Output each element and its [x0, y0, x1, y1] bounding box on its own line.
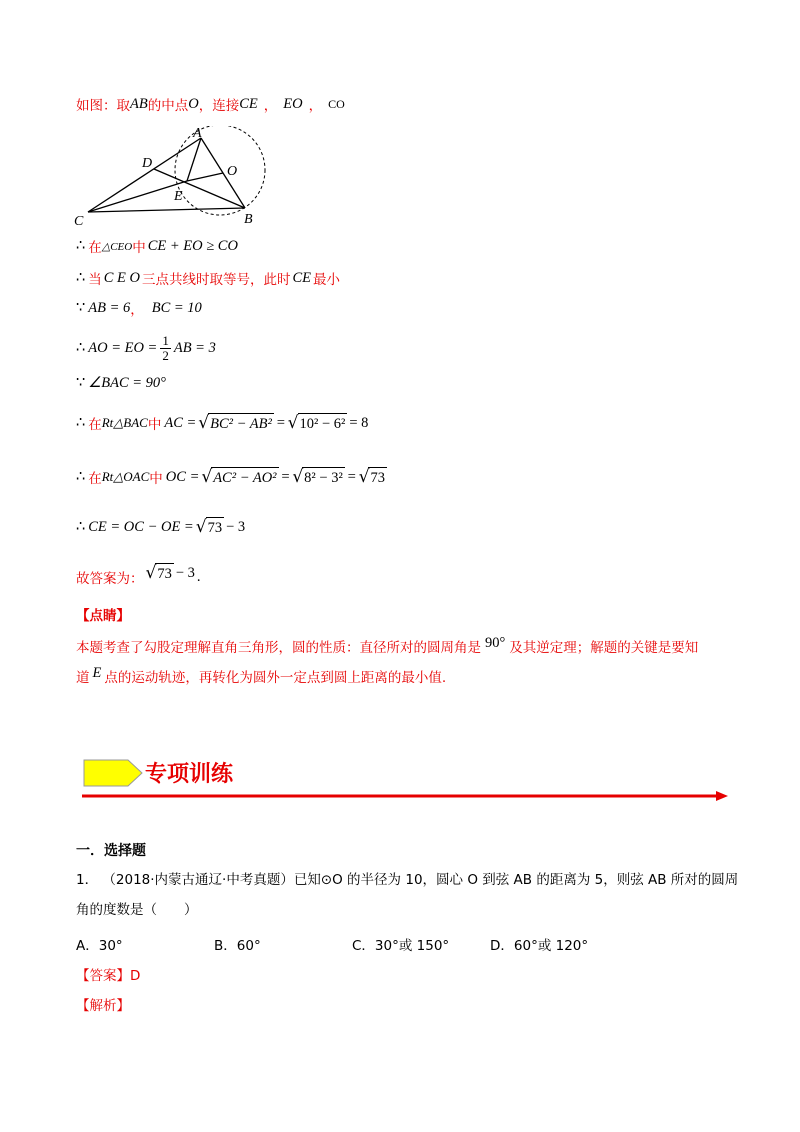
comment-line-1 [76, 634, 698, 658]
sqrt-radicand: 10² − 6² [298, 413, 348, 433]
sqrt-radicand: 73 [155, 563, 174, 583]
intro-sep2: ， [308, 98, 323, 114]
intro-prefix: 如图：取 [76, 98, 130, 114]
step-2-ce: CE [292, 269, 312, 286]
therefore-symbol: ∴ [76, 468, 86, 485]
answer-line [76, 562, 201, 592]
arrow-head-icon [716, 791, 728, 801]
fraction-half [160, 334, 171, 363]
step-6-zh2: 中 [147, 417, 162, 433]
step-5-expr: ∠BAC = 90° [88, 374, 166, 391]
sqrt-ac-ao: √ AC² − AO² [201, 467, 277, 487]
equals: = [275, 414, 286, 431]
therefore-symbol: ∴ [76, 269, 86, 286]
sqrt-10-6: √ 10² − 6² [287, 413, 346, 433]
step-6-rhs: = 8 [349, 414, 369, 431]
sqrt-radicand: 73 [368, 467, 387, 487]
section-title: 专项训练 [145, 762, 234, 787]
label-e: E [174, 189, 183, 204]
comment-text-c: 道 [76, 670, 90, 686]
step-3 [76, 296, 202, 320]
option-c: C．30°或 150° [352, 938, 450, 954]
step-5 [76, 371, 166, 395]
step-1-zh1: 在 [88, 240, 102, 256]
comment-e: E [92, 664, 102, 681]
intro-line [76, 92, 345, 116]
step-1-expr: CE + EO ≥ CO [147, 237, 238, 254]
step-3-ab: AB = 6 [88, 299, 131, 316]
sqrt-73: √ 73 [358, 467, 385, 487]
comment-text-d: 点的运动轨迹，再转化为圆外一定点到圆上距离的最小值. [104, 670, 447, 686]
sqrt-radicand: BC² − AB² [208, 413, 274, 433]
option-d: D．60°或 120° [490, 938, 589, 954]
intro-sep1: ， [263, 98, 278, 114]
option-b: B．60° [214, 938, 261, 954]
comment-degree: 90° [485, 634, 506, 651]
step-8-lhs: CE = OC − OE = [88, 518, 194, 535]
answer-period: . [196, 568, 201, 585]
therefore-symbol: ∴ [76, 237, 86, 254]
segment-ce [88, 181, 187, 212]
fraction-denominator: 2 [162, 347, 169, 363]
label-d: D [142, 156, 153, 171]
sqrt-bc-ab: √ BC² − AB² [198, 413, 272, 433]
step-1-zh2: 中 [132, 240, 146, 256]
step-8-rhs: − 3 [226, 518, 246, 535]
question-line-1 [76, 866, 738, 894]
geometry-figure [70, 126, 310, 226]
question-number: 1． [76, 872, 99, 888]
comment-heading: 【点睛】 [76, 608, 130, 624]
label-o: O [227, 164, 238, 179]
intro-connect: ，连接 [198, 98, 240, 114]
answer-rhs: − 3 [175, 564, 195, 581]
step-6-zh1: 在 [88, 417, 102, 433]
sqrt-radicand: 8² − 3² [302, 467, 345, 487]
step-8 [76, 512, 245, 542]
step-3-sep: ， [130, 302, 144, 318]
banner-yellow-arrow [84, 760, 142, 786]
step-6-lhs: AC = [164, 414, 197, 431]
label-a: A [193, 126, 202, 141]
because-symbol: ∵ [76, 299, 86, 316]
option-a: A．30° [76, 938, 123, 954]
segment-ae [187, 138, 201, 181]
intro-eo: EO [283, 95, 303, 112]
step-7-lhs: OC = [165, 468, 200, 485]
step-2 [76, 266, 340, 290]
step-2-zh3: 最小 [313, 272, 341, 288]
comment-text-b: 及其逆定理；解题的关键是要知 [509, 640, 699, 656]
segment-ca [88, 138, 201, 212]
segment-cb [88, 208, 245, 212]
step-2-zh2: 三点共线时取等号，此时 [141, 272, 291, 288]
equals: = [346, 468, 357, 485]
step-3-bc: BC = 10 [151, 299, 202, 316]
sqrt-radicand: AC² − AO² [211, 467, 278, 487]
step-1-triangle: △CEO [101, 240, 133, 253]
step-7-zh2: 中 [149, 471, 163, 487]
step-4-rhs: AB = 3 [173, 339, 216, 356]
therefore-symbol: ∴ [76, 518, 86, 535]
step-2-points: C E O [103, 269, 140, 286]
comment-line-2 [76, 664, 446, 688]
intro-ab: AB [130, 95, 148, 112]
step-7-zh1: 在 [88, 471, 102, 487]
sqrt-radicand: 73 [206, 517, 225, 537]
question-line-2: 角的度数是（ ） [76, 902, 198, 918]
step-6-triangle: Rt△BAC [101, 415, 148, 430]
intro-co: CO [328, 96, 345, 111]
label-b: B [244, 212, 253, 226]
segment-eo [187, 173, 223, 181]
step-7 [76, 462, 389, 492]
sqrt-8-3: √ 8² − 3² [292, 467, 343, 487]
sqrt-73: √ 73 [195, 517, 223, 537]
answer-key: 【答案】D [76, 968, 141, 984]
comment-text-a: 本题考查了勾股定理解直角三角形，圆的性质：直径所对的圆周角是 [76, 640, 481, 656]
step-4 [76, 331, 216, 365]
therefore-symbol: ∴ [76, 339, 86, 356]
step-6 [76, 408, 368, 438]
question-text-1: （2018·内蒙古通辽·中考真题）已知⊙O 的半径为 10，圆心 O 到弦 AB 的距离为 5，则弦 AB 所对的圆周 [102, 872, 739, 888]
step-2-zh1: 当 [88, 272, 102, 288]
equals: = [280, 468, 291, 485]
step-7-triangle: Rt△OAC [101, 469, 150, 484]
step-4-lhs: AO = EO = [88, 339, 158, 356]
step-1 [76, 234, 238, 258]
sqrt-73: √ 73 [145, 563, 172, 583]
label-c: C [74, 214, 84, 226]
intro-ce: CE [239, 95, 258, 112]
therefore-symbol: ∴ [76, 414, 86, 431]
analysis-label: 【解析】 [76, 998, 130, 1014]
intro-mid: 的中点 [147, 98, 189, 114]
part-heading: 一．选择题 [76, 843, 146, 859]
because-symbol: ∵ [76, 374, 86, 391]
dashed-circle [175, 126, 265, 215]
fraction-numerator: 1 [162, 332, 169, 348]
answer-label: 故答案为： [76, 571, 144, 587]
intro-o: O [188, 95, 199, 112]
